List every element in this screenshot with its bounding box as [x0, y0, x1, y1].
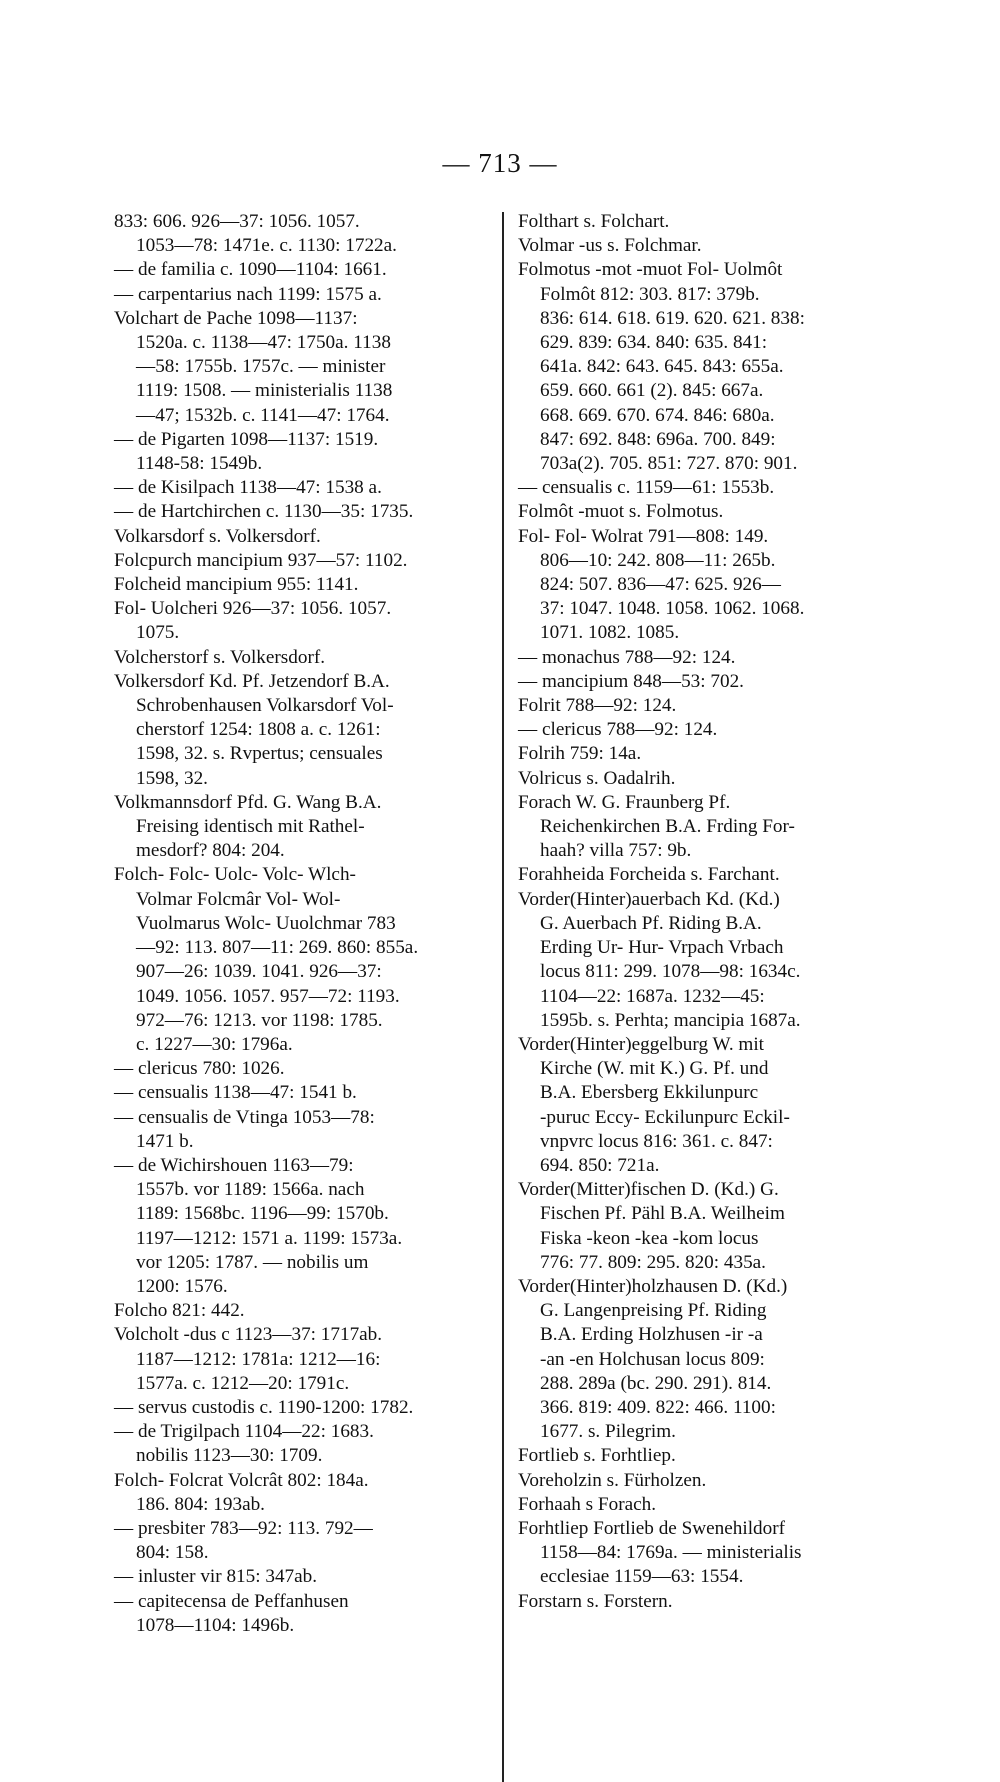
index-entry: — carpentarius nach 1199: 1575 a.	[114, 283, 382, 305]
index-entry: Forahheida Forcheida s. Farchant.	[518, 864, 780, 886]
index-entry: — mancipium 848—53: 702.	[518, 670, 744, 692]
index-entry: — monachus 788—92: 124.	[518, 646, 736, 668]
index-entry: Folmôt -muot s. Folmotus.	[518, 501, 724, 523]
index-entry: Folmotus -mot -muot Fol- Uolmôt Folmôt 812: 303. 817: 379b. 836: 614. 618. 619. 620. 621. 838: 629. 839: 634. 840: 635. 841: 641a. 842: 643. 645. 843: 655a. 659. 660. 661 (2). 845: 667a. 668. 669. 670. 674. 846: 680a. 847: 692. 848: 696a. 700. 849: 703a(2). 705. 851: 727. 870: 901.	[518, 259, 805, 475]
index-entry: Fol- Fol- Wolrat 791—808: 149. 806—10: 242. 808—11: 265b. 824: 507. 836—47: 625. 926— 37: 1047. 1048. 1058. 1062. 1068. 1071. 1082. 1085.	[518, 525, 805, 644]
index-entry: Folthart s. Folchart.	[518, 211, 670, 232]
index-entry: — de familia c. 1090—1104: 1661.	[114, 259, 387, 281]
index-entry: Forhtliep Fortlieb de Swenehildorf 1158—84: 1769a. — ministerialis ecclesiae 1159—63: 1554.	[518, 1517, 802, 1588]
index-entry: Folch- Folcrat Volcrât 802: 184a. 186. 804: 193ab.	[114, 1469, 369, 1515]
index-entry: Forach W. G. Fraunberg Pf. Reichenkirchen B.A. Frding For- haah? villa 757: 9b.	[518, 791, 795, 862]
index-entry: Folrit 788—92: 124.	[518, 695, 677, 717]
index-entry: — inluster vir 815: 347ab.	[114, 1566, 318, 1588]
index-entry: — de Trigilpach 1104—22: 1683. nobilis 1123—30: 1709.	[114, 1421, 374, 1467]
index-entry: — capitecensa de Peffanhusen 1078—1104: 1496b.	[114, 1590, 349, 1636]
index-entry: Voreholzin s. Fürholzen.	[518, 1469, 707, 1491]
index-entry: — clericus 788—92: 124.	[518, 719, 718, 741]
index-entry: Forstarn s. Forstern.	[518, 1590, 673, 1612]
column-divider	[502, 212, 504, 1782]
index-entry: Forhaah s Forach.	[518, 1493, 657, 1515]
index-entry: 833: 606. 926—37: 1056. 1057. 1053—78: 1471e. c. 1130: 1722a.	[114, 211, 397, 257]
index-entry: Folrih 759: 14a.	[518, 743, 642, 765]
index-entry: Volkarsdorf s. Volkersdorf.	[114, 525, 321, 547]
index-entry: Folcho 821: 442.	[114, 1300, 245, 1322]
index-entry: — servus custodis c. 1190-1200: 1782.	[114, 1396, 414, 1418]
index-entry: Vorder(Hinter)auerbach Kd. (Kd.) G. Auerbach Pf. Riding B.A. Erding Ur- Hur- Vrpach Vrbach locus 811: 299. 1078—98: 1634c. 1104—22: 1687a. 1232—45: 1595b. s. Perhta; mancipia 1687a.	[518, 888, 801, 1031]
index-entry: — presbiter 783—92: 113. 792— 804: 158.	[114, 1517, 373, 1564]
index-entry: Fortlieb s. Forhtliep.	[518, 1445, 676, 1467]
index-entry: — de Hartchirchen c. 1130—35: 1735.	[114, 501, 414, 523]
index-entry: Vorder(Mitter)fischen D. (Kd.) G. Fischen Pf. Pähl B.A. Weilheim Fiska -keon -kea -kom locus 776: 77. 809: 295. 820: 435a.	[518, 1179, 785, 1273]
index-entry: — censualis de Vtinga 1053—78: 1471 b.	[114, 1106, 375, 1152]
index-entry: Volcholt -dus c 1123—37: 1717ab. 1187—1212: 1781a: 1212—16: 1577a. c. 1212—20: 1791c.	[114, 1324, 383, 1394]
index-entry: — censualis 1138—47: 1541 b.	[114, 1082, 357, 1104]
index-entry: Folcpurch mancipium 937—57: 1102.	[114, 549, 408, 571]
index-entry: Fol- Uolcheri 926—37: 1056. 1057. 1075.	[114, 598, 392, 644]
index-entry: Volchart de Pache 1098—1137: 1520a. c. 1138—47: 1750a. 1138 —58: 1755b. 1757c. — minister 1119: 1508. — ministerialis 1138 —47; 1532b. c. 1141—47: 1764.	[114, 307, 393, 426]
index-entry: Folch- Folc- Uolc- Volc- Wlch- Volmar Folcmâr Vol- Wol- Vuolmarus Wolc- Uuolchmar 783 —92: 113. 807—11: 269. 860: 855a. 907—26: 1039. 1041. 926—37: 1049. 1056. 1057. 957—72: 1193. 972—76: 1213. vor 1198: 1785. c. 1227—30: 1796a.	[114, 864, 419, 1055]
index-entry: — censualis c. 1159—61: 1553b.	[518, 477, 775, 499]
index-entry: Volcherstorf s. Volkersdorf.	[114, 646, 326, 668]
index-entry: Volricus s. Oadalrih.	[518, 767, 676, 789]
left-column	[114, 210, 484, 1638]
index-entry: Volkersdorf Kd. Pf. Jetzendorf B.A. Schrobenhausen Volkarsdorf Vol- cherstorf 1254: 1808 a. c. 1261: 1598, 32. s. Rvpertus; censuales 1598, 32.	[114, 670, 394, 789]
index-entry: — de Kisilpach 1138—47: 1538 a.	[114, 477, 382, 499]
index-entry: Volmar -us s. Folchmar.	[518, 235, 702, 257]
right-column	[518, 210, 890, 1614]
index-entry: — de Wichirshouen 1163—79: 1557b. vor 1189: 1566a. nach 1189: 1568bc. 1196—99: 1570b. 1197—1212: 1571 a. 1199: 1573a. vor 1205: 1787. — nobilis um 1200: 1576.	[114, 1154, 403, 1297]
index-entry: — clericus 780: 1026.	[114, 1058, 285, 1080]
page-number: — 713 —	[442, 148, 558, 178]
index-entry: Vorder(Hinter)eggelburg W. mit Kirche (W. mit K.) G. Pf. und B.A. Ebersberg Ekkilunpurc -puruc Eccy- Eckilunpurc Eckil- vnpvrc locus 816: 361. c. 847: 694. 850: 721a.	[518, 1033, 790, 1176]
index-entry: — de Pigarten 1098—1137: 1519. 1148-58: 1549b.	[114, 428, 379, 475]
index-entry: Folcheid mancipium 955: 1141.	[114, 574, 359, 596]
index-entry: Vorder(Hinter)holzhausen D. (Kd.) G. Langenpreising Pf. Riding B.A. Erding Holzhusen -ir -a -an -en Holchusan locus 809: 288. 289a (bc. 290. 291). 814. 366. 819: 409. 822: 466. 1100: 1677. s. Pilegrim.	[518, 1275, 788, 1443]
index-entry: Volkmannsdorf Pfd. G. Wang B.A. Freising identisch mit Rathel- mesdorf? 804: 204.	[114, 791, 382, 862]
